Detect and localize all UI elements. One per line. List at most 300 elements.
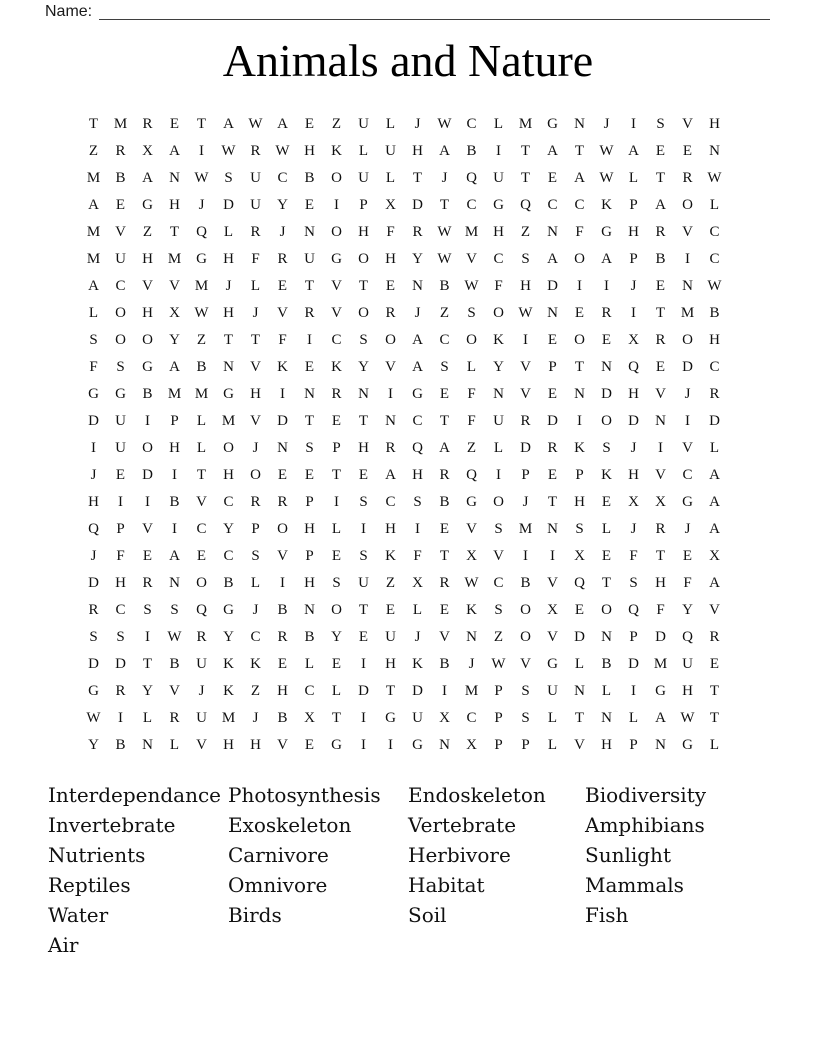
grid-cell: E [601, 494, 612, 510]
grid-cell: M [194, 386, 209, 402]
grid-cell: V [115, 224, 126, 240]
grid-cell: H [142, 305, 153, 321]
grid-cell: Q [628, 602, 639, 618]
grid-cell: L [709, 197, 720, 213]
grid-cell: B [466, 143, 477, 159]
grid-cell: Y [412, 251, 423, 267]
grid-cell: C [115, 278, 126, 294]
grid-cell: I [361, 521, 366, 537]
grid-cell: Q [574, 575, 585, 591]
grid-cell: M [680, 305, 695, 321]
grid-cell: R [385, 305, 396, 321]
grid-cell: S [629, 575, 638, 591]
grid-cell: J [684, 386, 691, 402]
word-list-item: Habitat [408, 873, 485, 897]
grid-cell: H [601, 737, 612, 753]
grid-cell: F [467, 386, 476, 402]
grid-cell: G [601, 224, 612, 240]
grid-cell: R [385, 440, 396, 456]
grid-cell: A [88, 197, 99, 213]
grid-cell: H [250, 386, 261, 402]
grid-cell: T [574, 143, 585, 159]
grid-cell: I [658, 440, 663, 456]
word-list-item: Vertebrate [408, 813, 517, 837]
grid-cell: I [496, 143, 501, 159]
grid-cell: X [439, 710, 450, 726]
grid-cell: Z [142, 224, 153, 240]
grid-cell: Z [331, 116, 342, 132]
grid-cell: I [118, 710, 123, 726]
grid-cell: L [709, 440, 720, 456]
grid-cell: H [385, 521, 396, 537]
grid-cell: X [169, 305, 180, 321]
grid-cell: S [116, 629, 125, 645]
grid-cell: T [574, 710, 585, 726]
grid-cell: A [142, 170, 153, 186]
grid-cell: P [332, 440, 341, 456]
grid-cell: P [494, 710, 503, 726]
grid-cell: V [142, 521, 153, 537]
grid-cell: K [466, 602, 477, 618]
grid-cell: C [250, 629, 261, 645]
grid-cell: D [628, 413, 639, 429]
name-row [0, 0, 816, 20]
grid-cell: X [385, 197, 396, 213]
grid-cell: J [603, 116, 610, 132]
grid-cell: U [385, 629, 396, 645]
grid-cell: L [142, 710, 153, 726]
grid-cell: W [518, 305, 533, 321]
grid-cell: I [361, 656, 366, 672]
grid-cell: O [493, 494, 504, 510]
grid-cell: T [709, 683, 720, 699]
grid-cell: W [437, 251, 452, 267]
grid-cell: I [307, 332, 312, 348]
grid-cell: Z [385, 575, 396, 591]
grid-cell: E [331, 413, 342, 429]
word-list-item: Biodiversity [585, 783, 707, 807]
grid-cell: L [88, 305, 99, 321]
grid-cell: N [601, 359, 612, 375]
grid-cell: R [439, 575, 450, 591]
grid-cell: F [116, 548, 125, 564]
grid-cell: M [518, 116, 533, 132]
grid-cell: H [682, 683, 693, 699]
grid-cell: G [493, 197, 504, 213]
grid-cell: F [278, 332, 287, 348]
grid-cell: B [601, 656, 612, 672]
grid-cell: W [491, 656, 506, 672]
grid-cell: A [574, 170, 585, 186]
grid-cell: R [682, 170, 693, 186]
grid-cell: E [277, 467, 288, 483]
grid-cell: K [574, 440, 585, 456]
grid-cell: P [575, 467, 584, 483]
grid-cell: T [520, 170, 531, 186]
grid-cell: G [331, 737, 342, 753]
grid-row [80, 273, 728, 300]
grid-cell: T [142, 656, 153, 672]
grid-cell: L [223, 224, 234, 240]
grid-cell: J [414, 116, 421, 132]
grid-cell: T [655, 548, 666, 564]
grid-cell: E [277, 278, 288, 294]
grid-cell: V [142, 278, 153, 294]
grid-cell: B [115, 170, 126, 186]
grid-cell: I [388, 386, 393, 402]
grid-row [80, 192, 728, 219]
grid-cell: E [547, 386, 558, 402]
grid-cell: T [331, 467, 342, 483]
grid-cell: O [682, 197, 693, 213]
grid-cell: E [709, 656, 720, 672]
grid-cell: D [223, 197, 234, 213]
grid-row [80, 381, 728, 408]
grid-cell: E [304, 116, 315, 132]
grid-cell: C [439, 332, 450, 348]
grid-cell: W [194, 170, 209, 186]
grid-cell: E [304, 197, 315, 213]
grid-cell: Y [223, 521, 234, 537]
grid-cell: B [115, 737, 126, 753]
grid-row [80, 543, 728, 570]
grid-cell: H [223, 467, 234, 483]
grid-cell: U [304, 251, 315, 267]
grid-cell: B [169, 494, 180, 510]
grid-row [80, 489, 728, 516]
grid-cell: L [385, 170, 396, 186]
grid-cell: M [464, 683, 479, 699]
grid-cell: C [412, 413, 423, 429]
grid-cell: H [223, 251, 234, 267]
grid-cell: E [655, 359, 666, 375]
grid-cell: S [359, 332, 368, 348]
grid-cell: B [655, 251, 666, 267]
grid-cell: Z [520, 224, 531, 240]
grid-cell: A [88, 278, 99, 294]
grid-cell: O [331, 602, 342, 618]
grid-cell: N [412, 278, 423, 294]
grid-cell: N [709, 143, 720, 159]
grid-cell: A [547, 143, 558, 159]
grid-cell: W [464, 575, 479, 591]
grid-cell: U [682, 656, 693, 672]
grid-cell: T [358, 278, 369, 294]
grid-cell: E [196, 548, 207, 564]
grid-row [80, 597, 728, 624]
grid-cell: H [358, 224, 369, 240]
grid-cell: P [521, 467, 530, 483]
grid-cell: U [196, 710, 207, 726]
word-list-item: Endoskeleton [408, 783, 546, 807]
grid-cell: A [547, 251, 558, 267]
grid-cell: T [439, 197, 450, 213]
grid-row [80, 624, 728, 651]
grid-cell: M [86, 224, 101, 240]
grid-cell: U [493, 413, 504, 429]
grid-cell: W [680, 710, 695, 726]
grid-cell: I [199, 143, 204, 159]
grid-cell: M [167, 386, 182, 402]
grid-cell: H [169, 197, 180, 213]
grid-cell: J [225, 278, 232, 294]
grid-cell: S [116, 359, 125, 375]
grid-cell: L [628, 170, 639, 186]
grid-cell: O [142, 332, 153, 348]
grid-cell: N [304, 602, 315, 618]
grid-cell: G [331, 251, 342, 267]
grid-row [80, 435, 728, 462]
grid-cell: L [385, 116, 396, 132]
grid-cell: J [468, 656, 475, 672]
grid-cell: I [334, 197, 339, 213]
grid-cell: X [142, 143, 153, 159]
grid-row [80, 300, 728, 327]
grid-cell: V [655, 467, 666, 483]
grid-cell: E [304, 737, 315, 753]
grid-cell: W [707, 170, 722, 186]
grid-cell: U [115, 440, 126, 456]
grid-cell: C [493, 251, 504, 267]
grid-cell: T [358, 413, 369, 429]
grid-cell: L [358, 143, 369, 159]
grid-cell: L [250, 278, 261, 294]
grid-cell: R [304, 305, 315, 321]
word-list-item: Mammals [585, 873, 684, 897]
grid-row [80, 327, 728, 354]
word-search-grid [80, 111, 728, 759]
grid-cell: I [523, 548, 528, 564]
grid-cell: A [709, 575, 720, 591]
grid-cell: W [707, 278, 722, 294]
grid-cell: R [547, 440, 558, 456]
grid-cell: A [655, 197, 666, 213]
grid-cell: W [437, 224, 452, 240]
grid-cell: C [682, 467, 693, 483]
grid-cell: S [359, 494, 368, 510]
grid-cell: N [547, 305, 558, 321]
grid-cell: C [493, 575, 504, 591]
grid-cell: V [682, 224, 693, 240]
word-list-item: Herbivore [408, 843, 511, 867]
grid-cell: S [89, 629, 98, 645]
grid-cell: N [466, 629, 477, 645]
grid-cell: M [194, 278, 209, 294]
grid-cell: D [358, 683, 369, 699]
grid-cell: A [223, 116, 234, 132]
grid-row [80, 111, 728, 138]
word-list-item: Invertebrate [48, 813, 176, 837]
grid-cell: G [466, 494, 477, 510]
grid-cell: M [653, 656, 668, 672]
grid-cell: O [250, 467, 261, 483]
grid-cell: G [142, 197, 153, 213]
grid-cell: F [467, 413, 476, 429]
grid-cell: P [305, 548, 314, 564]
grid-cell: U [358, 575, 369, 591]
grid-cell: I [685, 413, 690, 429]
grid-cell: H [493, 224, 504, 240]
grid-cell: O [331, 170, 342, 186]
grid-cell: W [599, 170, 614, 186]
grid-cell: W [86, 710, 101, 726]
grid-cell: H [304, 521, 315, 537]
grid-cell: S [602, 440, 611, 456]
word-list-item: Soil [408, 903, 447, 927]
grid-cell: I [577, 413, 582, 429]
grid-cell: N [574, 683, 585, 699]
grid-cell: P [629, 251, 638, 267]
grid-cell: C [466, 116, 477, 132]
grid-cell: T [196, 467, 207, 483]
grid-cell: X [655, 494, 666, 510]
grid-cell: R [331, 386, 342, 402]
grid-cell: X [709, 548, 720, 564]
grid-cell: B [304, 170, 315, 186]
word-list-item: Exoskeleton [228, 813, 352, 837]
grid-cell: F [629, 548, 638, 564]
grid-cell: U [358, 170, 369, 186]
grid-cell: J [252, 710, 259, 726]
grid-cell: H [709, 332, 720, 348]
grid-cell: N [142, 737, 153, 753]
grid-cell: H [412, 143, 423, 159]
grid-cell: Q [628, 359, 639, 375]
grid-cell: N [277, 440, 288, 456]
grid-cell: O [520, 602, 531, 618]
grid-cell: C [115, 602, 126, 618]
grid-cell: V [277, 548, 288, 564]
grid-cell: S [305, 440, 314, 456]
grid-row [80, 516, 728, 543]
grid-cell: T [709, 710, 720, 726]
grid-cell: L [331, 683, 342, 699]
grid-cell: K [493, 332, 504, 348]
grid-cell: O [493, 305, 504, 321]
grid-cell: T [439, 413, 450, 429]
grid-cell: D [601, 386, 612, 402]
grid-cell: V [682, 116, 693, 132]
grid-cell: J [630, 278, 637, 294]
page-title: Animals and Nature [222, 35, 594, 86]
grid-cell: D [547, 278, 558, 294]
grid-cell: H [412, 467, 423, 483]
grid-cell: H [223, 305, 234, 321]
grid-cell: S [251, 548, 260, 564]
grid-cell: A [439, 440, 450, 456]
grid-cell: H [574, 494, 585, 510]
grid-cell: R [88, 602, 99, 618]
grid-cell: W [599, 143, 614, 159]
grid-cell: O [142, 440, 153, 456]
word-list-item: Sunlight [585, 843, 671, 867]
grid-cell: Z [493, 629, 504, 645]
grid-cell: I [145, 629, 150, 645]
grid-cell: N [547, 224, 558, 240]
grid-cell: D [628, 656, 639, 672]
grid-cell: Y [169, 332, 180, 348]
grid-cell: V [547, 575, 558, 591]
grid-cell: G [682, 494, 693, 510]
grid-cell: O [601, 602, 612, 618]
grid-cell: J [279, 224, 286, 240]
grid-cell: D [88, 575, 99, 591]
grid-cell: C [466, 197, 477, 213]
grid-cell: T [250, 332, 261, 348]
grid-cell: N [304, 386, 315, 402]
grid-cell: I [631, 305, 636, 321]
grid-cell: V [520, 386, 531, 402]
grid-cell: U [358, 116, 369, 132]
grid-cell: G [223, 386, 234, 402]
grid-cell: R [250, 224, 261, 240]
grid-cell: A [169, 548, 180, 564]
grid-cell: X [574, 548, 585, 564]
grid-cell: V [277, 737, 288, 753]
grid-cell: O [358, 305, 369, 321]
grid-cell: F [413, 548, 422, 564]
grid-cell: P [305, 494, 314, 510]
grid-cell: R [196, 629, 207, 645]
grid-cell: L [709, 737, 720, 753]
grid-cell: H [142, 251, 153, 267]
grid-cell: S [413, 494, 422, 510]
grid-cell: H [169, 440, 180, 456]
grid-cell: B [439, 494, 450, 510]
grid-cell: P [629, 197, 638, 213]
grid-cell: L [547, 710, 558, 726]
grid-cell: T [655, 170, 666, 186]
grid-cell: R [655, 332, 666, 348]
grid-cell: Y [88, 737, 99, 753]
grid-cell: N [304, 224, 315, 240]
grid-cell: Q [466, 170, 477, 186]
grid-cell: U [547, 683, 558, 699]
grid-cell: A [709, 467, 720, 483]
grid-cell: O [115, 332, 126, 348]
grid-cell: S [521, 683, 530, 699]
grid-cell: A [412, 332, 423, 348]
grid-cell: R [520, 413, 531, 429]
grid-cell: B [439, 656, 450, 672]
grid-cell: W [194, 305, 209, 321]
grid-cell: A [439, 143, 450, 159]
grid-cell: D [709, 413, 720, 429]
grid-cell: I [280, 575, 285, 591]
grid-cell: C [385, 494, 396, 510]
grid-cell: U [115, 413, 126, 429]
grid-cell: F [89, 359, 98, 375]
grid-cell: N [358, 386, 369, 402]
grid-cell: S [440, 359, 449, 375]
grid-cell: R [439, 467, 450, 483]
grid-cell: H [304, 143, 315, 159]
grid-cell: W [167, 629, 182, 645]
grid-cell: T [385, 683, 396, 699]
grid-cell: J [684, 521, 691, 537]
grid-cell: X [304, 710, 315, 726]
grid-cell: L [196, 413, 207, 429]
grid-cell: S [575, 521, 584, 537]
grid-cell: S [332, 575, 341, 591]
grid-cell: H [277, 683, 288, 699]
grid-row [80, 462, 728, 489]
grid-cell: I [577, 278, 582, 294]
grid-cell: J [630, 521, 637, 537]
word-list [48, 780, 816, 960]
grid-cell: V [655, 386, 666, 402]
grid-cell: V [196, 494, 207, 510]
